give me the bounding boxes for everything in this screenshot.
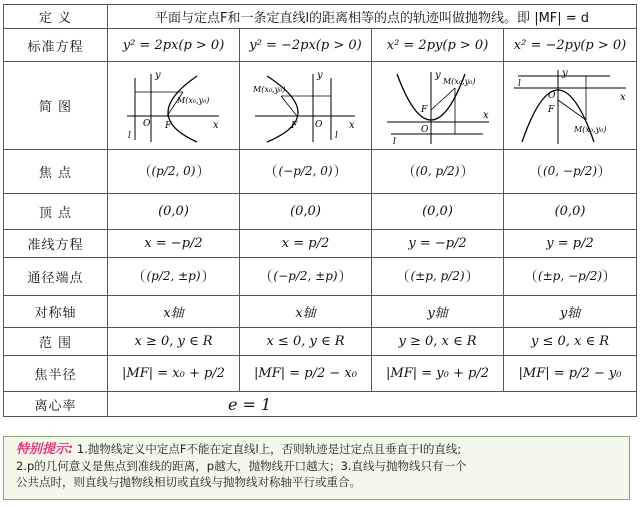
figure-cell: [372, 62, 504, 150]
latus-value: (p/2, ±p): [141, 269, 205, 283]
latus-value: (−p/2, ±p): [268, 269, 342, 283]
directrix-cell: y = p/2: [504, 230, 637, 258]
row-axis: [4, 296, 637, 328]
y-label: y: [316, 69, 323, 81]
definition-text: 平面与定点F和一条定直线l的距离相等的点的轨迹叫做抛物线。即 |MF| = d: [108, 5, 637, 29]
range-cell: x ≥ 0, y ∈ R: [108, 328, 240, 356]
directrix-label: l: [518, 78, 521, 89]
equation-cell: y² = 2px(p > 0): [108, 29, 240, 62]
vertex-cell: (0,0): [504, 194, 637, 230]
focal-line: [558, 100, 586, 120]
focus-value: (0, p/2): [411, 164, 465, 178]
row-range: [4, 328, 637, 356]
latus-cell: [372, 258, 504, 296]
directrix-label: l: [127, 130, 131, 141]
latus-cell: [504, 258, 637, 296]
row-header: 范 围: [4, 328, 108, 356]
axis-cell: x轴: [240, 296, 372, 328]
row-header: 定 义: [4, 5, 108, 29]
note-line-2: 2.p的几何意义是焦点到准线的距离，p越大，抛物线开口越大；3.直线与抛物线只有一个: [16, 459, 467, 473]
focal-radius-cell: |MF| = p/2 − y₀: [504, 356, 637, 392]
x-label: x: [620, 91, 626, 103]
vertex-cell: (0,0): [372, 194, 504, 230]
origin-label: O: [142, 118, 150, 129]
row-header: 通径端点: [4, 258, 108, 296]
row-header: 标准方程: [4, 29, 108, 62]
row-latus-rectum: [4, 258, 637, 296]
row-header: 简 图: [4, 62, 108, 150]
point-m-label: M(x₀,y₀): [574, 124, 607, 134]
focus-value: (0, −p/2): [538, 164, 602, 178]
row-vertex: [4, 194, 637, 230]
parabola-table: [3, 4, 637, 417]
range-cell: y ≤ 0, x ∈ R: [504, 328, 637, 356]
directrix-label: l: [392, 136, 396, 146]
x-label: x: [482, 109, 489, 121]
note-text-1: 1.抛物线定义中定点F不能在定直线l上，否则轨迹是过定点且垂直于l的直线;: [76, 442, 462, 456]
parabola-right-figure: [119, 66, 229, 146]
row-definition: [4, 5, 637, 29]
note-line-1: [16, 441, 623, 458]
y-label: y: [434, 69, 441, 81]
origin-label: O: [548, 90, 556, 101]
directrix-label: l: [334, 130, 338, 141]
axis-cell: y轴: [372, 296, 504, 328]
equation-cell: x² = 2py(p > 0): [372, 29, 504, 62]
row-standard-eq: [4, 29, 637, 62]
focal-line: [431, 88, 455, 110]
row-header: 焦半径: [4, 356, 108, 392]
latus-value: (±p, −p/2): [533, 269, 607, 283]
parabola-down-figure: [510, 66, 630, 146]
range-cell: y ≥ 0, x ∈ R: [372, 328, 504, 356]
focal-radius-cell: |MF| = y₀ + p/2: [372, 356, 504, 392]
row-focus: [4, 150, 637, 194]
focus-cell: [108, 150, 240, 194]
latus-value: (±p, p/2): [405, 269, 469, 283]
vertex-cell: (0,0): [108, 194, 240, 230]
parabola-up-figure: [383, 66, 493, 146]
note-title: 特别提示:: [16, 442, 74, 457]
origin-label: O: [314, 119, 322, 130]
focal-radius-cell: |MF| = x₀ + p/2: [108, 356, 240, 392]
equation-cell: y² = −2px(p > 0): [240, 29, 372, 62]
range-cell: x ≤ 0, y ∈ R: [240, 328, 372, 356]
focus-cell: [504, 150, 637, 194]
point-m-label: M(x₀,y₀): [442, 76, 475, 86]
row-header: 焦 点: [4, 150, 108, 194]
latus-cell: [108, 258, 240, 296]
directrix-cell: x = p/2: [240, 230, 372, 258]
focus-label: F: [548, 104, 555, 115]
axis-cell: x轴: [108, 296, 240, 328]
focus-cell: [240, 150, 372, 194]
figure-cell: [108, 62, 240, 150]
point-m-label: M(x₀,y₀): [176, 95, 209, 105]
row-directrix: [4, 230, 637, 258]
y-label: y: [154, 69, 161, 81]
focus-cell: [372, 150, 504, 194]
origin-label: O: [420, 124, 428, 135]
row-header: 顶 点: [4, 194, 108, 230]
row-header: 对称轴: [4, 296, 108, 328]
focal-radius-cell: |MF| = p/2 − x₀: [240, 356, 372, 392]
row-focal-radius: [4, 356, 637, 392]
focus-label: F: [420, 104, 427, 115]
point-m-label: M(x₀,y₀): [252, 84, 285, 94]
note-line-3: 公共点时，则直线与抛物线相切或直线与抛物线对称轴平行或重合。: [16, 475, 361, 489]
focus-value: (−p/2, 0): [273, 164, 337, 178]
focus-value: (p/2, 0): [147, 164, 201, 178]
vertex-cell: (0,0): [240, 194, 372, 230]
eccentricity-value: e = 1: [108, 392, 637, 417]
special-note-box: [3, 436, 630, 500]
focus-label: F: [290, 120, 297, 131]
y-label: y: [562, 67, 568, 79]
x-label: x: [348, 119, 355, 131]
focal-line: [281, 96, 297, 116]
figure-cell: [504, 62, 637, 150]
figure-cell: [240, 62, 372, 150]
axis-cell: y轴: [504, 296, 637, 328]
equation-cell: x² = −2py(p > 0): [504, 29, 637, 62]
parabola-curve: [168, 76, 197, 142]
row-header: 离心率: [4, 392, 108, 417]
row-figure: [4, 62, 637, 150]
directrix-cell: x = −p/2: [108, 230, 240, 258]
focus-label: F: [164, 120, 171, 131]
x-label: x: [212, 119, 219, 131]
parabola-left-figure: [251, 66, 361, 146]
latus-cell: [240, 258, 372, 296]
directrix-cell: y = −p/2: [372, 230, 504, 258]
row-eccentricity: [4, 392, 637, 417]
row-header: 准线方程: [4, 230, 108, 258]
